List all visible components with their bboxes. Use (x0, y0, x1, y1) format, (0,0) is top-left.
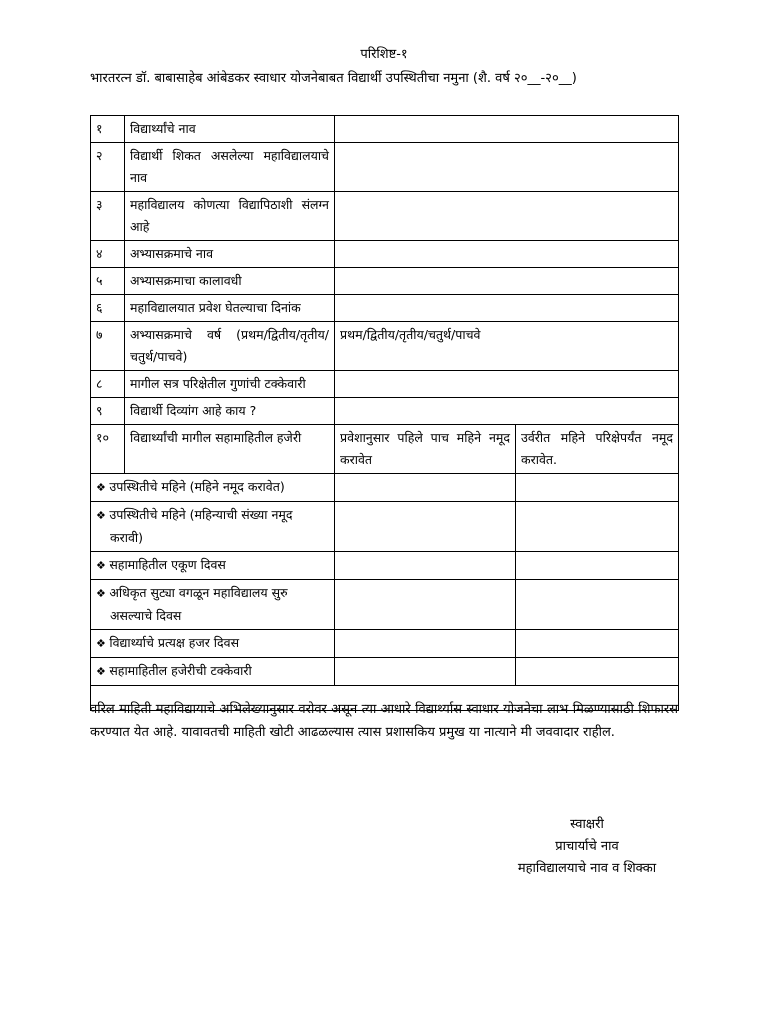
table-row (91, 268, 679, 295)
row-label: मागील सत्र परिक्षेतील गुणांची टक्केवारी (125, 371, 335, 398)
row-number: २ (91, 143, 125, 192)
second-period-header: उर्वरीत महिने परिक्षेपर्यंत नमूद करावेत. (516, 425, 679, 474)
attendance-label: ❖ उपस्थितीचे महिने (महिन्याची संख्या नमूद करावी) (91, 502, 335, 552)
row-value-field[interactable] (335, 268, 679, 295)
table-row (91, 371, 679, 398)
second-period-field[interactable] (516, 474, 679, 502)
row-label: महाविद्यालय कोणत्या विद्यापिठाशी संलग्न आहे (125, 192, 335, 241)
first-period-field[interactable] (335, 630, 516, 658)
table-row (91, 322, 679, 371)
row-label: अभ्यासक्रमाचा कालावधी (125, 268, 335, 295)
second-period-field[interactable] (516, 658, 679, 686)
row-number: ३ (91, 192, 125, 241)
row-value-field[interactable] (335, 398, 679, 425)
row-value-field[interactable] (335, 241, 679, 268)
college-name-seal-label: महाविद्यालयाचे नाव व शिक्का (517, 861, 657, 876)
first-period-field[interactable] (335, 502, 516, 552)
row-value-field[interactable] (335, 192, 679, 241)
row-value-field[interactable] (335, 143, 679, 192)
row-value-field[interactable] (335, 371, 679, 398)
attendance-label: ❖ उपस्थितीचे महिने (महिने नमूद करावेत) (91, 474, 335, 502)
row-number: ७ (91, 322, 125, 371)
first-period-field[interactable] (335, 474, 516, 502)
declaration-text: वरिल माहिती महाविद्यायाचे अभिलेख्यानुसार वरोवर असून त्या आधारे विद्यार्थ्यास स्वाधार योजनेचा लाभ मिळण्यासाठी शिफारस करण्यात येत आहे. यावावतची माहिती खोटी आढळल्यास त्यास प्रशासकिय प्रमुख या नात्याने मी जववादार राहील. (90, 702, 678, 740)
row-label: विद्यार्थी दिव्यांग आहे काय ? (125, 398, 335, 425)
row-label: अभ्यासक्रमाचे नाव (125, 241, 335, 268)
attendance-label: ❖ विद्यार्थ्याचे प्रत्यक्ष हजर दिवस (91, 630, 335, 658)
row-value-field[interactable]: प्रथम/द्वितीय/तृतीय/चतुर्थ/पाचवे (335, 322, 679, 371)
attendance-label: ❖ सहामाहितील एकूण दिवस (91, 552, 335, 580)
table-row (91, 116, 679, 143)
row-label: विद्यार्थी शिकत असलेल्या महाविद्यालयाचे नाव (125, 143, 335, 192)
second-period-field[interactable] (516, 580, 679, 630)
row-number: १ (91, 116, 125, 143)
row-number: ४ (91, 241, 125, 268)
table-row (91, 398, 679, 425)
attendance-label: ❖ अधिकृत सुट्या वगळून महाविद्यालय सुरु असल्याचे दिवस (91, 580, 335, 630)
row-label: विद्यार्थ्यांची मागील सहामाहितील हजेरी (125, 425, 335, 474)
table-row (91, 425, 679, 474)
row-value-field[interactable] (335, 295, 679, 322)
row-number: ९ (91, 398, 125, 425)
table-row (91, 295, 679, 322)
attendance-row (91, 658, 679, 686)
first-period-field[interactable] (335, 658, 516, 686)
attendance-label: ❖ सहामाहितील हजेरीची टक्केवारी (91, 658, 335, 686)
row-value-field[interactable] (335, 116, 679, 143)
first-period-header: प्रवेशानुसार पहिले पाच महिने नमूद करावेत (335, 425, 516, 474)
first-period-field[interactable] (335, 580, 516, 630)
second-period-field[interactable] (516, 552, 679, 580)
student-info-table (90, 115, 679, 711)
first-period-field[interactable] (335, 552, 516, 580)
row-label: अभ्यासक्रमाचे वर्ष (प्रथम/द्वितीय/तृतीय/चतुर्थ/पाचवे) (125, 322, 335, 371)
table-row (91, 241, 679, 268)
row-label: महाविद्यालयात प्रवेश घेतल्याचा दिनांक (125, 295, 335, 322)
principal-name-label: प्राचार्याचे नाव (555, 839, 619, 854)
table-row (91, 192, 679, 241)
row-label: विद्यार्थ्यांचे नाव (125, 116, 335, 143)
row-number: ६ (91, 295, 125, 322)
attendance-row (91, 474, 679, 502)
attendance-row (91, 552, 679, 580)
second-period-field[interactable] (516, 630, 679, 658)
attendance-row (91, 580, 679, 630)
signature-label: स्वाक्षरी (570, 817, 604, 832)
table-row (91, 143, 679, 192)
row-number: ५ (91, 268, 125, 295)
row-number: १० (91, 425, 125, 474)
second-period-field[interactable] (516, 502, 679, 552)
row-number: ८ (91, 371, 125, 398)
form-title: भारतरत्न डॉ. बाबासाहेब आंबेडकर स्वाधार योजनेबाबत विद्यार्थी उपस्थितीचा नमुना (शै. वर्ष २०__-२०__) (90, 71, 577, 86)
appendix-label: परिशिष्ट-१ (360, 47, 408, 62)
attendance-row (91, 502, 679, 552)
attendance-row (91, 630, 679, 658)
